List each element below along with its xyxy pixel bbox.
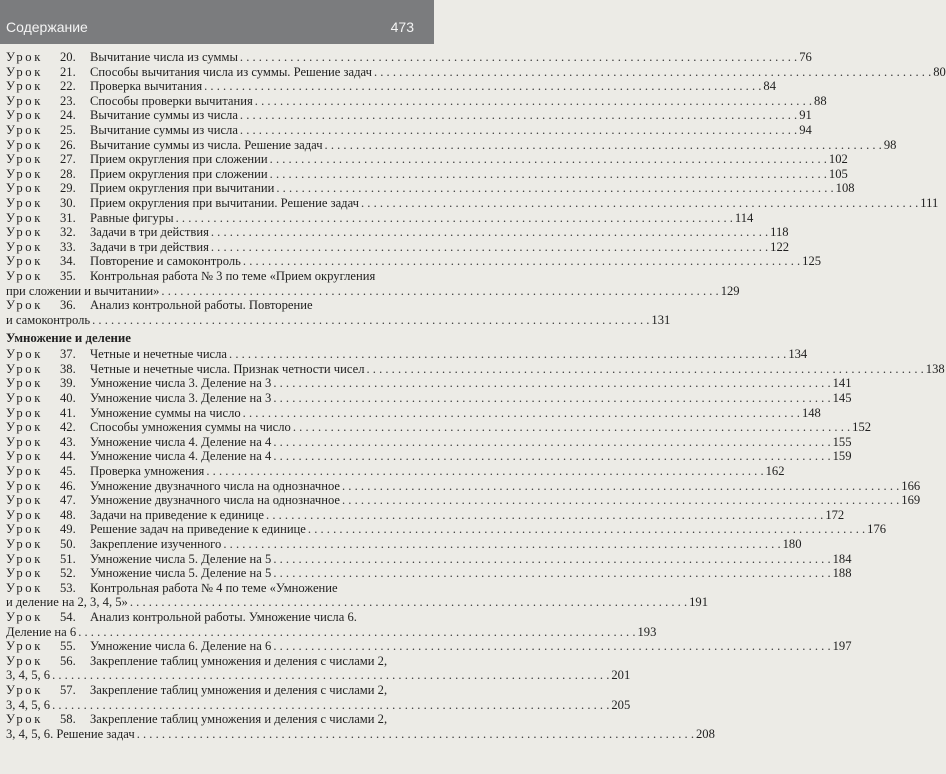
lesson-title-continuation: при сложении и вычитании»	[6, 283, 160, 298]
toc-entry-line	[6, 122, 812, 138]
lesson-title-continuation: 3, 4, 5, 6	[6, 697, 51, 712]
lesson-number: 38.	[60, 361, 76, 376]
table-of-contents	[6, 50, 946, 741]
page-ref: 134	[788, 347, 808, 362]
lesson-number: 25.	[60, 122, 76, 137]
lesson-word: Урок	[6, 449, 43, 464]
dot-leader	[161, 284, 718, 299]
page-ref: 129	[720, 283, 740, 298]
toc-entry-line	[6, 478, 921, 494]
dot-leader	[273, 552, 830, 567]
lesson-title: Проверка умножения	[90, 464, 205, 479]
dot-leader	[266, 508, 823, 523]
toc-entry	[6, 566, 852, 581]
lesson-word: Урок	[6, 391, 43, 406]
lesson-word: Урок	[6, 347, 43, 362]
lesson-word: Урок	[6, 210, 43, 225]
lesson-word: Урок	[6, 537, 43, 551]
page-ref: 105	[828, 166, 848, 181]
toc-entry-line	[6, 420, 872, 435]
dot-leader	[270, 167, 827, 182]
lesson-title: Умножение числа 3. Деление на 3	[90, 391, 272, 406]
lesson-title: Умножение числа 5. Деление на 5	[90, 551, 272, 566]
toc-entry	[6, 122, 812, 138]
page-ref: 148	[801, 405, 821, 420]
dot-leader	[342, 493, 899, 508]
lesson-word: Урок	[6, 298, 43, 313]
toc-entry-line	[6, 712, 410, 727]
lesson-number: 56.	[60, 653, 76, 668]
lesson-number: 27.	[60, 152, 76, 167]
dot-leader	[273, 639, 830, 654]
lesson-title: Умножение числа 5. Деление на 5	[90, 566, 272, 581]
toc-entry-line	[6, 391, 852, 406]
lesson-word: Урок	[6, 507, 43, 522]
lesson-title-continuation: 3, 4, 5, 6. Решение задач	[6, 726, 135, 741]
toc-entry-line	[6, 361, 945, 377]
toc-entry	[6, 108, 812, 123]
lesson-number: 50.	[60, 537, 76, 551]
running-header	[0, 0, 434, 44]
toc-entry-continuation	[6, 595, 709, 610]
toc-entry	[6, 391, 852, 406]
lesson-word: Урок	[6, 137, 43, 152]
toc-entry-continuation	[6, 726, 715, 742]
lesson-word: Урок	[6, 639, 43, 654]
dot-leader	[273, 449, 830, 464]
lesson-word: Урок	[6, 420, 43, 435]
page-ref: 80	[933, 64, 946, 79]
lesson-title: Умножение суммы на число	[90, 405, 241, 420]
dot-leader	[78, 625, 635, 640]
toc-entry-continuation	[6, 283, 740, 299]
lesson-word: Урок	[6, 478, 43, 493]
lesson-number: 45.	[60, 464, 76, 479]
lesson-word: Урок	[6, 181, 43, 196]
toc-entry-line	[6, 537, 802, 552]
page-ref: 180	[782, 537, 802, 551]
toc-entry-line	[6, 449, 852, 464]
toc-entry	[6, 361, 945, 377]
toc-entry-line	[6, 683, 410, 698]
lesson-title: Равные фигуры	[90, 210, 174, 225]
page-ref: 201	[611, 668, 631, 683]
lesson-word: Урок	[6, 434, 43, 449]
lesson-number: 57.	[60, 682, 76, 697]
lesson-word: Урок	[6, 712, 43, 727]
dot-leader	[206, 464, 763, 479]
toc-entry	[6, 195, 939, 211]
dot-leader	[223, 537, 780, 552]
toc-entry	[6, 639, 852, 654]
lesson-title: Прием округления при вычитании	[90, 181, 275, 196]
toc-entry	[6, 464, 785, 479]
dot-leader	[308, 522, 865, 537]
toc-entry	[6, 434, 852, 450]
toc-entry	[6, 405, 821, 421]
toc-entry	[6, 137, 897, 153]
lesson-title: Закрепление таблиц умножения и деления с числами 2,	[90, 653, 388, 668]
toc-entry-line	[6, 610, 410, 625]
toc-entry	[6, 298, 671, 327]
page-ref: 152	[852, 420, 872, 435]
lesson-word: Урок	[6, 64, 43, 79]
page-ref: 114	[734, 210, 754, 225]
toc-entry-continuation	[6, 624, 657, 640]
toc-entry-line	[6, 522, 887, 537]
lesson-number: 55.	[60, 639, 76, 654]
toc-entry-line	[6, 239, 790, 255]
toc-entry	[6, 580, 709, 610]
toc-entry-line	[6, 298, 410, 313]
lesson-number: 32.	[60, 225, 76, 240]
lesson-title: Прием округления при сложении	[90, 152, 268, 167]
page-ref: 122	[770, 239, 790, 254]
page-ref: 162	[765, 464, 785, 479]
dot-leader	[366, 362, 923, 377]
toc-entry-line	[6, 581, 410, 596]
lesson-title: Четные и нечетные числа. Признак четности чисел	[90, 361, 365, 376]
lesson-number: 49.	[60, 522, 76, 537]
lesson-title: Умножение числа 4. Деление на 4	[90, 449, 272, 464]
page-ref: 91	[799, 108, 812, 123]
header-page-number: 473	[390, 19, 414, 35]
toc-entry	[6, 254, 822, 269]
lesson-title: Задачи на приведение к единице	[90, 507, 265, 522]
lesson-number: 46.	[60, 478, 76, 493]
dot-leader	[293, 420, 850, 435]
lesson-title: Умножение числа 3. Деление на 3	[90, 376, 272, 391]
lesson-title: Закрепление таблиц умножения и деления с числами 2,	[90, 712, 388, 727]
toc-entry	[6, 347, 808, 362]
lesson-number: 33.	[60, 239, 76, 254]
lesson-title: Анализ контрольной работы. Повторение	[90, 298, 313, 313]
lesson-number: 21.	[60, 64, 76, 79]
page-ref: 169	[901, 493, 921, 508]
lesson-number: 39.	[60, 376, 76, 391]
page-ref: 188	[832, 566, 852, 581]
lesson-word: Урок	[6, 195, 43, 210]
lesson-number: 36.	[60, 298, 76, 313]
toc-entry	[6, 210, 754, 226]
lesson-number: 23.	[60, 93, 76, 108]
dot-leader	[240, 108, 797, 123]
lesson-title: Вычитание суммы из числа	[90, 108, 238, 123]
toc-entry	[6, 93, 827, 109]
toc-entry-line	[6, 64, 946, 80]
lesson-title: Контрольная работа № 3 по теме «Прием округления	[90, 268, 376, 283]
dot-leader	[92, 313, 649, 328]
toc-entry-line	[6, 108, 812, 123]
page-ref: 145	[832, 391, 852, 406]
toc-entry	[6, 239, 790, 255]
dot-leader	[243, 406, 800, 421]
lesson-word: Урок	[6, 551, 43, 566]
lesson-number: 58.	[60, 712, 76, 727]
dot-leader	[342, 479, 899, 494]
page-ref: 88	[814, 93, 827, 108]
lesson-number: 28.	[60, 166, 76, 181]
lesson-word: Урок	[6, 405, 43, 420]
toc-entry	[6, 522, 887, 537]
lesson-title: Способы умножения суммы на число	[90, 420, 291, 435]
lesson-number: 47.	[60, 493, 76, 508]
lesson-word: Урок	[6, 653, 43, 668]
lesson-word: Урок	[6, 268, 43, 283]
dot-leader	[176, 211, 733, 226]
lesson-word: Урок	[6, 50, 43, 64]
toc-entry	[6, 449, 852, 464]
dot-leader	[255, 94, 812, 109]
page-ref: 118	[770, 225, 789, 240]
lesson-title: Способы вычитания числа из суммы. Решение задач	[90, 64, 372, 79]
page-ref: 166	[901, 478, 921, 493]
lesson-title: Умножение двузначного числа на однозначное	[90, 478, 340, 493]
page-ref: 193	[637, 624, 657, 639]
page-ref: 125	[802, 254, 822, 269]
lesson-word: Урок	[6, 609, 43, 624]
lesson-number: 22.	[60, 79, 76, 94]
lesson-word: Урок	[6, 361, 43, 376]
lesson-word: Урок	[6, 122, 43, 137]
toc-entry-line	[6, 137, 897, 153]
lesson-word: Урок	[6, 166, 43, 181]
lesson-number: 43.	[60, 434, 76, 449]
toc-entry-line	[6, 551, 852, 567]
toc-entry	[6, 376, 852, 391]
toc-entry	[6, 609, 657, 639]
page-ref: 138	[925, 361, 945, 376]
dot-leader	[325, 138, 882, 153]
dot-leader	[240, 50, 797, 65]
toc-entry	[6, 653, 631, 683]
page-ref: 111	[920, 195, 939, 210]
lesson-title: Умножение двузначного числа на однозначное	[90, 493, 340, 508]
toc-entry	[6, 50, 812, 65]
lesson-number: 41.	[60, 405, 76, 420]
lesson-title: Решение задач на приведение к единице	[90, 522, 306, 537]
lesson-word: Урок	[6, 682, 43, 697]
lesson-title: Закрепление изученного	[90, 537, 222, 551]
toc-entry	[6, 64, 946, 80]
page-ref: 108	[835, 181, 855, 196]
dot-leader	[273, 376, 830, 391]
toc-entry-line	[6, 269, 410, 284]
page-ref: 197	[832, 639, 852, 654]
page-ref: 184	[832, 551, 852, 566]
dot-leader	[211, 225, 768, 240]
lesson-title-continuation: и самоконтроль	[6, 312, 91, 327]
header-title: Содержание	[6, 19, 88, 35]
page-ref: 98	[883, 137, 897, 152]
lesson-number: 48.	[60, 507, 76, 522]
page-ref: 131	[651, 312, 671, 327]
dot-leader	[243, 254, 800, 269]
lesson-number: 53.	[60, 580, 76, 595]
toc-entry-continuation	[6, 697, 631, 713]
page-ref: 176	[867, 522, 887, 537]
lesson-word: Урок	[6, 93, 43, 108]
toc-entry-line	[6, 566, 852, 581]
toc-entry-line	[6, 507, 845, 523]
lesson-word: Урок	[6, 566, 43, 581]
dot-leader	[137, 727, 694, 742]
lesson-title: Повторение и самоконтроль	[90, 254, 241, 269]
lesson-title: Задачи в три действия	[90, 239, 209, 254]
toc-entry-line	[6, 79, 776, 94]
lesson-word: Урок	[6, 225, 43, 240]
toc-entry-line	[6, 405, 821, 421]
toc-entry-line	[6, 93, 827, 109]
toc-entry-line	[6, 464, 785, 479]
lesson-title-continuation: 3, 4, 5, 6	[6, 668, 51, 683]
lesson-number: 40.	[60, 391, 76, 406]
dot-leader	[204, 79, 761, 94]
page-ref: 102	[828, 152, 848, 167]
toc-entry-line	[6, 181, 855, 196]
lesson-number: 29.	[60, 181, 76, 196]
page-ref: 191	[689, 595, 709, 610]
toc-entry-line	[6, 493, 921, 508]
toc-entry-line	[6, 50, 812, 65]
lesson-title: Способы проверки вычитания	[90, 93, 253, 108]
lesson-number: 20.	[60, 50, 76, 64]
toc-entry	[6, 420, 872, 435]
page-ref: 141	[832, 376, 852, 391]
lesson-number: 51.	[60, 551, 76, 566]
lesson-number: 42.	[60, 420, 76, 435]
lesson-number: 35.	[60, 268, 76, 283]
lesson-title: Прием округления при сложении	[90, 166, 268, 181]
toc-entry-line	[6, 347, 808, 362]
lesson-word: Урок	[6, 376, 43, 391]
page-ref: 94	[799, 122, 812, 137]
lesson-word: Урок	[6, 493, 43, 508]
section-heading: Умножение и деление	[6, 331, 131, 346]
lesson-title: Задачи в три действия	[90, 225, 209, 240]
dot-leader	[229, 347, 786, 362]
lesson-number: 24.	[60, 108, 76, 123]
toc-entry	[6, 507, 845, 523]
lesson-title: Анализ контрольной работы. Умножение числа 6.	[90, 609, 357, 624]
toc-entry-line	[6, 376, 852, 391]
lesson-title: Вычитание суммы из числа. Решение задач	[90, 137, 323, 152]
lesson-title-continuation: Деление на 6	[6, 624, 77, 639]
dot-leader	[270, 152, 827, 167]
toc-entry	[6, 166, 848, 182]
toc-list-part-2	[6, 347, 945, 741]
lesson-number: 34.	[60, 254, 76, 269]
lesson-number: 44.	[60, 449, 76, 464]
page-ref: 76	[799, 50, 812, 64]
page-ref: 159	[832, 449, 852, 464]
page-ref: 155	[832, 434, 852, 449]
toc-entry	[6, 493, 921, 508]
page-ref: 84	[763, 79, 776, 94]
toc-entry-line	[6, 639, 852, 654]
lesson-number: 31.	[60, 210, 76, 225]
dot-leader	[211, 240, 768, 255]
lesson-number: 52.	[60, 566, 76, 581]
toc-entry	[6, 551, 852, 567]
toc-list-part-1	[6, 50, 946, 327]
lesson-word: Урок	[6, 254, 43, 269]
page-ref: 172	[825, 507, 845, 522]
lesson-word: Урок	[6, 464, 43, 479]
dot-leader	[273, 566, 830, 581]
toc-entry	[6, 152, 848, 167]
toc-entry-line	[6, 166, 848, 182]
toc-entry-line	[6, 434, 852, 450]
lesson-title: Умножение числа 4. Деление на 4	[90, 434, 272, 449]
lesson-title: Контрольная работа № 4 по теме «Умножение	[90, 580, 338, 595]
toc-entry-line	[6, 152, 848, 167]
dot-leader	[276, 181, 833, 196]
lesson-number: 37.	[60, 347, 76, 362]
lesson-number: 30.	[60, 195, 76, 210]
lesson-title-continuation: и деление на 2, 3, 4, 5»	[6, 595, 128, 610]
dot-leader	[273, 391, 830, 406]
lesson-number: 54.	[60, 609, 76, 624]
toc-entry-continuation	[6, 312, 671, 328]
lesson-title: Вычитание числа из суммы	[90, 50, 238, 64]
dot-leader	[240, 123, 797, 138]
toc-entry-line	[6, 225, 789, 240]
lesson-title: Проверка вычитания	[90, 79, 203, 94]
toc-entry	[6, 79, 776, 94]
dot-leader	[374, 65, 931, 80]
toc-entry-line	[6, 254, 822, 269]
toc-entry	[6, 712, 715, 741]
toc-entry-line	[6, 654, 410, 669]
toc-entry	[6, 181, 855, 196]
lesson-number: 26.	[60, 137, 76, 152]
lesson-title: Умножение числа 6. Деление на 6	[90, 639, 272, 654]
lesson-word: Урок	[6, 152, 43, 167]
lesson-word: Урок	[6, 108, 43, 123]
toc-entry	[6, 537, 802, 552]
lesson-word: Урок	[6, 580, 43, 595]
toc-entry-line	[6, 210, 754, 226]
lesson-title: Вычитание суммы из числа	[90, 122, 238, 137]
toc-entry-continuation	[6, 668, 631, 683]
dot-leader	[52, 668, 609, 683]
toc-entry	[6, 268, 740, 298]
toc-entry	[6, 225, 789, 240]
toc-entry-line	[6, 195, 939, 211]
page-ref: 208	[695, 726, 715, 741]
lesson-word: Урок	[6, 79, 43, 94]
lesson-title: Закрепление таблиц умножения и деления с числами 2,	[90, 682, 388, 697]
dot-leader	[130, 595, 687, 610]
toc-entry	[6, 478, 921, 494]
dot-leader	[273, 435, 830, 450]
lesson-word: Урок	[6, 239, 43, 254]
lesson-title: Прием округления при вычитании. Решение задач	[90, 195, 359, 210]
dot-leader	[52, 698, 609, 713]
dot-leader	[361, 196, 918, 211]
toc-entry	[6, 682, 631, 712]
page-ref: 205	[611, 697, 631, 712]
lesson-title: Четные и нечетные числа	[90, 347, 228, 362]
lesson-word: Урок	[6, 522, 43, 537]
